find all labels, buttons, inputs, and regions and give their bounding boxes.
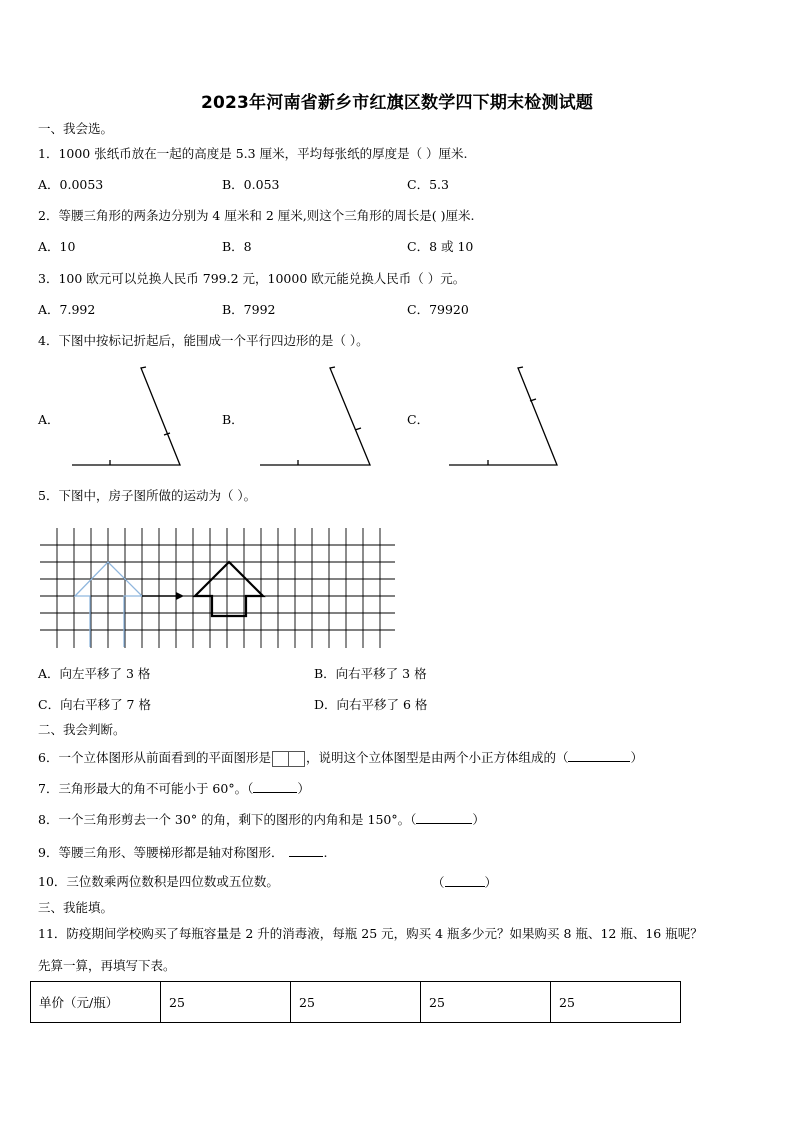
page-title: 2023年河南省新乡市红旗区数学四下期末检测试题 <box>200 93 594 113</box>
answer-blank-9[interactable] <box>289 844 323 857</box>
question-6-suffix: ，说明这个立体图型是由两个小正方体组成的（ <box>305 750 569 765</box>
question-4-option-a[interactable]: A． <box>38 412 60 427</box>
table-cell[interactable]: 25 <box>161 982 291 1023</box>
question-3-option-a[interactable]: A．7.992 <box>38 302 96 317</box>
two-square-view-icon <box>272 750 305 767</box>
question-10-text: 10．三位数乘两位数积是四位数或五位数。 <box>38 874 279 889</box>
question-8-close: ） <box>472 812 485 827</box>
question-10-answer <box>432 874 497 891</box>
question-1-option-c[interactable]: C．5.3 <box>407 177 449 192</box>
table-header-cell: 单价（元/瓶） <box>31 982 161 1023</box>
question-10-open: （ <box>432 875 445 890</box>
answer-blank-8[interactable] <box>416 811 472 824</box>
question-2-text: 2．等腰三角形的两条边分别为 4 厘米和 2 厘米,则这个三角形的周长是( )厘米. <box>38 208 475 223</box>
price-table <box>30 981 681 1023</box>
question-10-close: ） <box>484 875 498 890</box>
section-heading-1: 一、我会选。 <box>38 121 114 136</box>
answer-blank-10[interactable] <box>445 874 485 887</box>
question-7-close: ） <box>297 781 310 796</box>
question-7-text <box>38 780 310 797</box>
question-3-text: 3．100 欧元可以兑换人民币 799.2 元，10000 欧元能兑换人民币（ ）元。 <box>38 271 466 286</box>
question-1-option-a[interactable]: A．0.0053 <box>38 177 104 192</box>
question-5-option-c[interactable]: C．向右平移了 7 格 <box>38 697 151 712</box>
question-11-text: 11．防疫期间学校购买了每瓶容量是 2 升的消毒液，每瓶 25 元，购买 4 瓶多少元？如果购买 8 瓶、12 瓶、16 瓶呢？ <box>38 926 703 941</box>
question-8-text <box>38 811 485 828</box>
question-4-text: 4．下图中按标记折起后，能围成一个平行四边形的是（ ）。 <box>38 333 369 348</box>
question-6-close: ） <box>630 750 643 765</box>
question-5-option-d[interactable]: D．向右平移了 6 格 <box>314 697 428 712</box>
question-6-text <box>38 749 643 767</box>
question-6-prefix: 6．一个立体图形从前面看到的平面图形是 <box>38 750 271 765</box>
question-5-text: 5．下图中，房子图所做的运动为（ ）。 <box>38 488 257 503</box>
table-cell[interactable]: 25 <box>291 982 421 1023</box>
question-1-text: 1．1000 张纸币放在一起的高度是 5.3 厘米，平均每张纸的厚度是（ ）厘米. <box>38 146 468 161</box>
question-9-label: 9．等腰三角形、等腰梯形都是轴对称图形． <box>38 845 284 860</box>
table-cell[interactable]: 25 <box>421 982 551 1023</box>
question-3-option-c[interactable]: C．79920 <box>407 302 469 317</box>
question-1-option-b[interactable]: B．0.053 <box>222 177 280 192</box>
question-9-text <box>38 844 327 861</box>
question-2-option-c[interactable]: C．8 或 10 <box>407 239 474 254</box>
question-3-option-b[interactable]: B．7992 <box>222 302 276 317</box>
question-5-option-a[interactable]: A．向左平移了 3 格 <box>38 666 151 681</box>
question-4-option-b[interactable]: B． <box>222 412 244 427</box>
question-5-option-b[interactable]: B．向右平移了 3 格 <box>314 666 427 681</box>
table-row <box>31 982 681 1023</box>
question-2-option-b[interactable]: B．8 <box>222 239 252 254</box>
table-cell[interactable]: 25 <box>551 982 681 1023</box>
answer-blank-6[interactable] <box>568 749 630 762</box>
question-9-close: . <box>323 845 328 860</box>
section-heading-2: 二、我会判断。 <box>38 722 126 737</box>
question-7-label: 7．三角形最大的角不可能小于 60°。（ <box>38 781 254 796</box>
question-4-option-c[interactable]: C． <box>407 412 430 427</box>
question-11-instruction: 先算一算，再填写下表。 <box>38 958 176 973</box>
answer-blank-7[interactable] <box>253 780 297 793</box>
question-8-label: 8．一个三角形剪去一个 30° 的角，剩下的图形的内角和是 150°。（ <box>38 812 417 827</box>
section-heading-3: 三、我能填。 <box>38 900 114 915</box>
question-2-option-a[interactable]: A．10 <box>38 239 76 254</box>
